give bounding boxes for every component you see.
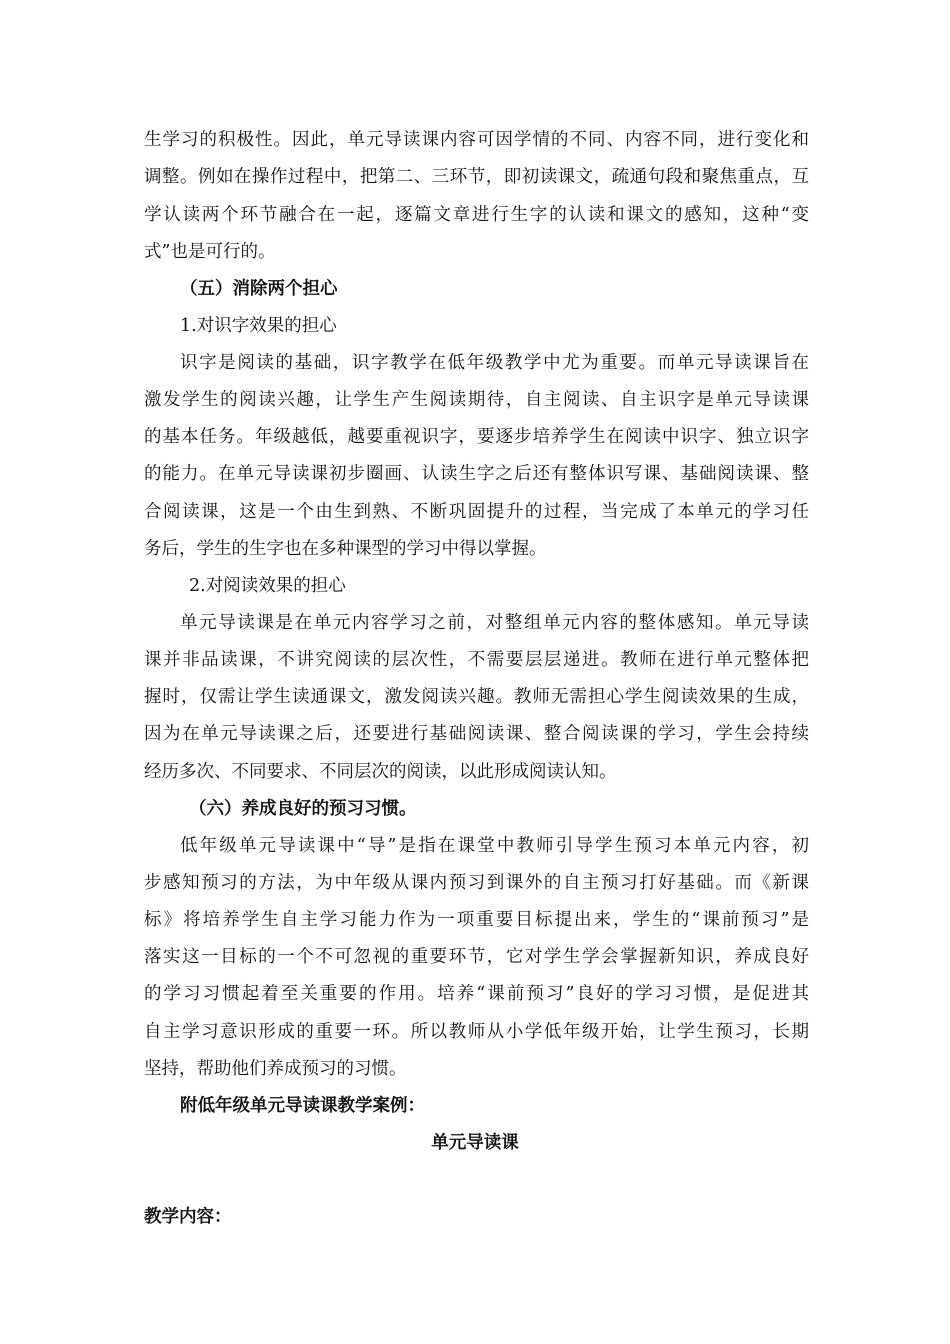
paragraph-line: 坚持，帮助他们养成预习的习惯。 — [144, 1059, 407, 1079]
paragraph-line: 合阅读课，这是一个由生到熟、不断巩固提升的过程，当完成了本单元的学习任 — [144, 502, 809, 522]
paragraph-line: 的能力。在单元导读课初步圈画、认读生字之后还有整体识写课、基础阅读课、整 — [144, 464, 809, 484]
paragraph-line: 的学习习惯起着至关重要的作用。培养“课前预习”良好的学习习惯，是促进其 — [144, 984, 809, 1004]
paragraph-line: 务后，学生的生字也在多种课型的学习中得以掌握。 — [144, 539, 547, 559]
paragraph-line: 因为在单元导读课之后，还要进行基础阅读课、整合阅读课的学习，学生会持续 — [144, 724, 809, 744]
paragraph-line: 低年级单元导读课中“导”是指在课堂中教师引导学生预习本单元内容，初 — [180, 836, 809, 856]
paragraph-line: 标》将培养学生自主学习能力作为一项重要目标提出来，学生的“课前预习”是 — [144, 910, 809, 930]
paragraph-line: 式”也是可行的。 — [144, 242, 276, 262]
paragraph-line: 的基本任务。年级越低，越要重视识字，要逐步培养学生在阅读中识字、独立识字 — [144, 427, 809, 447]
paragraph-line: 落实这一目标的一个不可忽视的重要环节，它对学生学会掌握新知识，养成良好 — [144, 947, 809, 967]
section-heading: （六）养成良好的预习习惯。 — [189, 799, 417, 819]
case-title: 单元导读课 — [431, 1133, 519, 1153]
paragraph-line: 生学习的积极性。因此，单元导读课内容可因学情的不同、内容不同，进行变化和 — [144, 130, 809, 150]
paragraph-line: 激发学生的阅读兴趣，让学生产生阅读期待，自主阅读、自主识字是单元导读课 — [144, 390, 809, 410]
paragraph-line: 步感知预习的方法，为中年级从课内预习到课外的自主预习打好基础。而《新课 — [144, 873, 809, 893]
paragraph-line: 经历多次、不同要求、不同层次的阅读，以此形成阅读认知。 — [144, 762, 617, 782]
content-label: 教学内容： — [144, 1207, 232, 1227]
paragraph-line: 调整。例如在操作过程中，把第二、三环节，即初读课文，疏通句段和聚焦重点，互 — [144, 167, 809, 187]
paragraph-line: 单元导读课是在单元内容学习之前，对整组单元内容的整体感知。单元导读 — [180, 613, 809, 633]
subsection-title: 1.对识字效果的担心 — [180, 316, 337, 336]
paragraph-line: 自主学习意识形成的重要一环。所以教师从小学低年级开始，让学生预习，长期 — [144, 1022, 809, 1042]
paragraph-line: 识字是阅读的基础，识字教学在低年级教学中尤为重要。而单元导读课旨在 — [180, 353, 809, 373]
paragraph-line: 握时，仅需让学生读通课文，激发阅读兴趣。教师无需担心学生阅读效果的生成， — [144, 687, 809, 707]
paragraph-line: 课并非品读课，不讲究阅读的层次性，不需要层层递进。教师在进行单元整体把 — [144, 650, 809, 670]
appendix-heading: 附低年级单元导读课教学案例： — [180, 1096, 425, 1116]
section-heading: （五）消除两个担心 — [180, 279, 338, 299]
subsection-title: 2.对阅读效果的担心 — [189, 576, 346, 596]
paragraph-line: 学认读两个环节融合在一起，逐篇文章进行生字的认读和课文的感知，这种“变 — [144, 205, 809, 225]
